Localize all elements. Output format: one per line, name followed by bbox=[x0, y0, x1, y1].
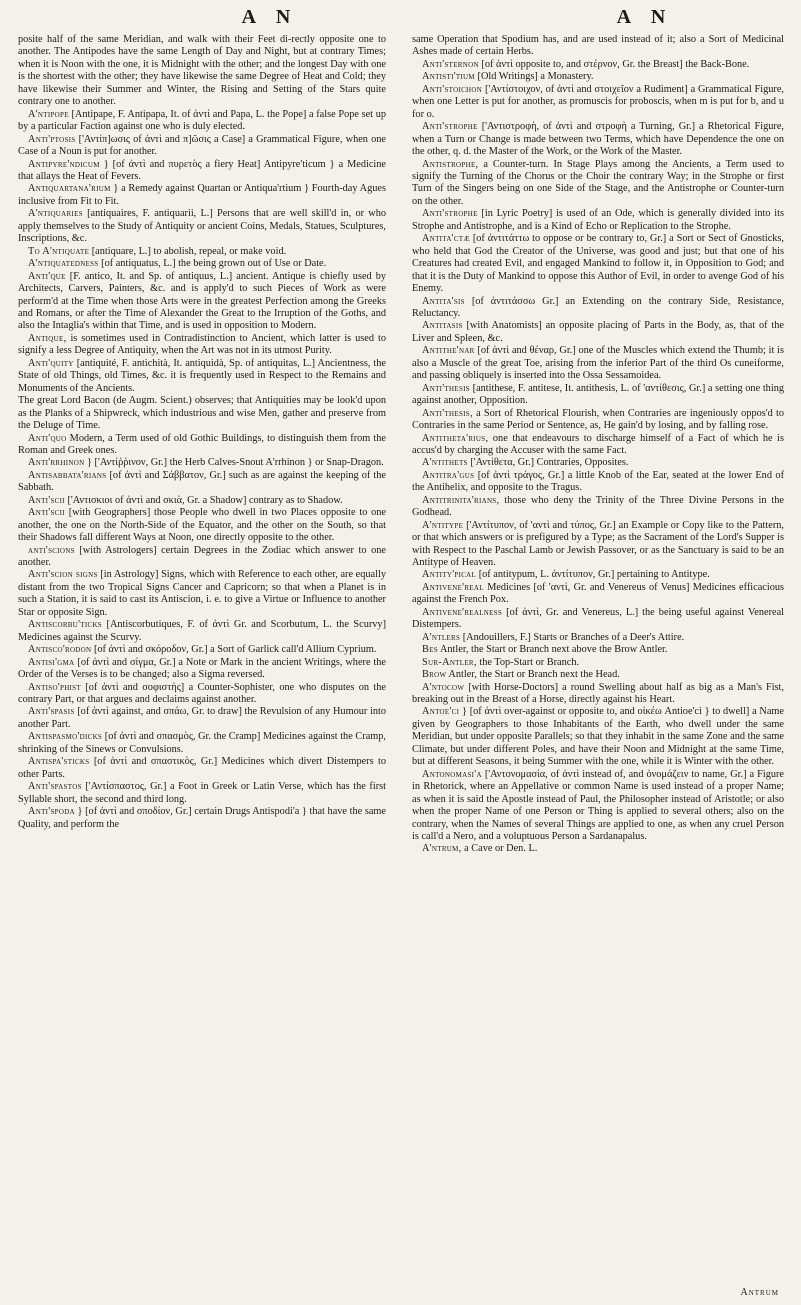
entry-headword: Antisi'gma bbox=[28, 656, 75, 668]
entry-definition: } a Remedy against Quartan or Antiqua'rtium } Fourth-day Agues inclusive from Fit to Fit. bbox=[18, 183, 386, 207]
entry-headword: Anti'thesis, bbox=[422, 407, 473, 419]
entry-headword: Antispasmo'dicks bbox=[28, 731, 103, 743]
entry-headword: Anti'rrhinon bbox=[28, 457, 85, 469]
dictionary-entry bbox=[18, 457, 386, 469]
dictionary-entry bbox=[18, 246, 386, 258]
entry-headword: Antispa'sticks bbox=[28, 756, 90, 768]
entry-definition: posite half of the same Meridian, and walk with their Feet di-rectly opposite one to another. The Antipodes have the same Length of Day and Night, but at contrary Times; when it is Noon with the one, it is Midnight with the other; and the longest Day with one is the shortest with the other; they have likewise the same Degree of Heat and Cold; they have likewise their Summer and Winter, the Rising and Setting of the Stars quite contrary one to another. bbox=[18, 34, 386, 108]
entry-headword: Anti'spasis bbox=[28, 706, 75, 718]
dictionary-entry bbox=[18, 271, 386, 333]
entry-headword: Sur-Antler, bbox=[422, 656, 477, 668]
entry-headword: Antonomasi'a bbox=[422, 768, 482, 780]
running-header-right: A N bbox=[616, 6, 674, 28]
entry-definition: ['Αντίσπαστος, Gr.] a Foot in Greek or Latin Verse, which has the first Syllable short, the second and third long. bbox=[18, 781, 386, 805]
dictionary-entry bbox=[412, 84, 784, 121]
dictionary-entry bbox=[412, 383, 784, 408]
dictionary-entry bbox=[412, 632, 784, 644]
entry-headword: Brow bbox=[422, 669, 447, 681]
entry-definition: [with Geographers] those People who dwell in two Places opposite to one another, the one on the North-Side of the Equator, and the other on the South, so that their Shadows fall different Ways at Noon, one directly opposite to the other. bbox=[18, 507, 386, 544]
entry-definition: Medicines [of 'αντὶ, Gr. and Venereus of Venus] Medicines efficacious against the French Pox. bbox=[412, 581, 784, 606]
dictionary-entry bbox=[412, 569, 784, 581]
entry-definition: [of ἀντὶ and σίγμα, Gr.] a Note or Mark in the ancient Writings, where the Order of the Verses is to be changed; also a Sigma reversed. bbox=[18, 656, 386, 681]
entry-definition: [antiquité, F. antichità, It. antiquidà, Sp. of antiquitas, L.] Ancientness, the State of old Things, old Times, &c. it is frequently used in Respect to the Remains and Monuments of the Ancients. bbox=[18, 357, 386, 394]
dictionary-entry bbox=[18, 545, 386, 570]
entry-definition: [of ἀντὶ and σοφιστὴς] a Counter-Sophister, one who disputes on the contrary Part, or that argues and declaims against another. bbox=[18, 681, 386, 706]
entry-definition: [of ἀντιτάττω to oppose or be contrary to, Gr.] a Sort or Sect of Gnosticks, who held that God the Creator of the Universe, was good and just; but that one of his Creatures had created Evil, and engaged Mankind to follow it, in Opposition to God; and that it is the Duty of Mankind to oppose this Author of Evil, in order to avenge God of his Enemy. bbox=[412, 233, 784, 295]
entry-headword: Antisti'tium bbox=[422, 71, 475, 83]
right-column bbox=[412, 34, 784, 1289]
entry-definition: [of ἀντὶ and σπασμὸς, Gr. the Cramp] Medicines against the Cramp, shrinking of the Sinews or Convulsions. bbox=[18, 731, 386, 755]
dictionary-entry bbox=[18, 495, 386, 507]
dictionary-entry bbox=[18, 109, 386, 134]
entry-definition: same Operation that Spodium has, and are used instead of it; also a Sort of Medicinal Ashes made of certain Herbs. bbox=[412, 34, 784, 58]
entry-headword: Anti'scion signs bbox=[28, 569, 98, 581]
dictionary-entry bbox=[412, 607, 784, 632]
dictionary-entry bbox=[412, 71, 784, 83]
left-column bbox=[18, 34, 386, 1289]
entry-headword: Anti'spastos bbox=[28, 781, 82, 793]
entry-definition: [of antiquatus, L.] the being grown out of Use or Date. bbox=[101, 258, 327, 270]
dictionary-entry bbox=[18, 644, 386, 656]
entry-definition: [antiquare, L.] to abolish, repeal, or make void. bbox=[91, 245, 287, 257]
entry-headword: Antitra'gus bbox=[422, 469, 475, 481]
dictionary-entry bbox=[18, 395, 386, 432]
dictionary-entry bbox=[18, 731, 386, 756]
dictionary-entry bbox=[18, 433, 386, 458]
entry-definition: Antler, the Start or Branch next above the Brow Antler. bbox=[439, 644, 668, 656]
entry-headword: A'ntiquaries bbox=[28, 208, 83, 220]
entry-definition: [with Horse-Doctors] a round Swelling about half as big as a Man's Fist, breaking out in the Breast of a Horse, directly against his Heart. bbox=[412, 681, 784, 706]
entry-headword: Antiquartana'rium bbox=[28, 183, 111, 195]
entry-definition: } [of ἀντὶ and σποδίον, Gr.] certain Drugs Antispodi'a } that have the same Quality, and perform the bbox=[18, 806, 386, 830]
entry-headword: Anti'que bbox=[28, 270, 66, 282]
dictionary-entry bbox=[412, 320, 784, 345]
entry-headword: Antipyre'ndicum bbox=[28, 158, 100, 170]
entry-headword: Antivene'real bbox=[422, 581, 484, 593]
entry-headword: Antita'ctæ bbox=[422, 233, 470, 245]
entry-definition: [of antitypum, L. ἀντίτυπον, Gr.] pertaining to Antitype. bbox=[478, 569, 710, 581]
entry-headword: Antitheta'rius, bbox=[422, 432, 489, 444]
entry-headword: Antistrophe, bbox=[422, 158, 479, 170]
entry-definition: ['Αντονομασία, of ἀντὶ instead of, and ὀνομάζειν to name, Gr.] a Figure in Rhetorick, where an Appellative or common Name is used instead of a proper Name; as when it is said the Apostle instead of Paul, the Philosopher instead of Aristotle; or also when the proper Name of one Person or Thing is applied to several others; also on the contrary, when the Names of several Things are applied to one, as when any cruel Person is call'd a Nero, and a voluptuous Person a Sardanapalus. bbox=[412, 768, 784, 842]
dictionary-entry bbox=[412, 233, 784, 295]
dictionary-entry bbox=[412, 34, 784, 59]
entry-definition: } [of ἀντὶ over-against or opposite to, and οἰκέω Antioe'ci } to dwell] a Name given by Geographers to those Inhabitants of the Earth, who dwell under the same Meridian, but under opposite Parallels; so that they inhabit in the same Zone and the same Climate, but under different Poles, and have their Noon and Midnight at the same Time, but at different Seasons, it being Summer with the one, while it is Winter with the other. bbox=[412, 706, 784, 768]
entry-definition: [antithese, F. antitese, It. antithesis, L. of 'αντίθεσις, Gr.] a setting one thing against another, Opposition. bbox=[412, 382, 784, 407]
dictionary-entry bbox=[412, 159, 784, 209]
entry-headword: Antiscorbu'ticks bbox=[28, 619, 102, 631]
dictionary-entry bbox=[18, 756, 386, 781]
catchword: Antrum bbox=[740, 1287, 779, 1298]
dictionary-entry bbox=[18, 657, 386, 682]
dictionary-entry bbox=[412, 345, 784, 382]
entry-definition: } ['Αντίῤῥινον, Gr.] the Herb Calves-Snout A'rrhinon } or Snap-Dragon. bbox=[87, 457, 384, 469]
entry-definition: a Cave or Den. L. bbox=[464, 843, 538, 855]
entry-definition: the Top-Start or Branch. bbox=[479, 656, 580, 668]
entry-definition: ['Αντίπ]ωσις of ἀντὶ and π]ῶσις a Case] a Grammatical Figure, when one Case of a Noun is put for another. bbox=[18, 133, 386, 158]
dictionary-entry bbox=[18, 159, 386, 184]
dictionary-entry bbox=[18, 34, 386, 109]
entry-headword: A'ntipope bbox=[28, 108, 69, 120]
dictionary-entry bbox=[18, 507, 386, 544]
dictionary-entry bbox=[18, 134, 386, 159]
entry-headword: A'ntiquatedness bbox=[28, 258, 99, 270]
entry-definition: one that endeavours to discharge himself of a Fact of which he is accus'd by charging the Accuser with the same Fact. bbox=[412, 432, 784, 456]
entry-headword: Anti'strophe bbox=[422, 208, 478, 220]
dictionary-entry bbox=[18, 208, 386, 245]
entry-definition: [of ἀντὶ, Gr. and Venereus, L.] the being useful against Venereal Distempers. bbox=[412, 606, 784, 631]
entry-headword: Antique, bbox=[28, 332, 67, 344]
entry-headword: Antoe'ci bbox=[422, 706, 460, 718]
dictionary-entry bbox=[412, 470, 784, 495]
dictionary-entry bbox=[18, 358, 386, 395]
entry-headword: To A'ntiquate bbox=[28, 245, 90, 257]
entry-headword: Anti'ptosis bbox=[28, 133, 76, 145]
entry-definition: [of ἀντὶ and σκόροδον, Gr.] a Sort of Garlick call'd Allium Cyprium. bbox=[93, 644, 377, 656]
entry-definition: Antler, the Start or Branch next the Head. bbox=[448, 669, 620, 681]
entry-headword: A'ntocow bbox=[422, 681, 465, 693]
entry-headword: A'ntrum, bbox=[422, 843, 462, 855]
entry-definition: [of ἀντὶ and σπαστικὸς, Gr.] Medicines which divert Distempers to other Parts. bbox=[18, 756, 386, 780]
entry-definition: [in Lyric Poetry] is used of an Ode, which is generally divided into its Strophe and Antistrophe, and is a Kind of Echo or Replication to the Strophe. bbox=[412, 208, 784, 232]
dictionary-entry bbox=[412, 657, 784, 669]
entry-headword: Anti'quo bbox=[28, 432, 67, 444]
dictionary-entry bbox=[18, 781, 386, 806]
dictionary-entry bbox=[18, 258, 386, 270]
entry-headword: Antivene'realness bbox=[422, 606, 503, 618]
entry-headword: Anti'scii bbox=[28, 494, 65, 506]
entry-definition: [with Astrologers] certain Degrees in the Zodiac which answer to one another. bbox=[18, 544, 386, 569]
entry-definition: The great Lord Bacon (de Augm. Scient.) observes; that Antiquities may be look'd upon as the Planks of a Shipwreck, which industrious and wise Men, gather and preserve from the Deluge of Time. bbox=[18, 395, 386, 432]
running-header-left: A N bbox=[241, 6, 299, 28]
entry-headword: Antisabbata'rians bbox=[28, 469, 107, 481]
entry-headword: Antithe'nar bbox=[422, 345, 475, 357]
entry-headword: Bes bbox=[422, 644, 438, 656]
dictionary-entry bbox=[412, 59, 784, 71]
entry-definition: is sometimes used in Contradistinction to Ancient, which latter is used to signify a less Degree of Antiquity, when the Art was not in its utmost Purity. bbox=[18, 332, 386, 357]
entry-definition: ['Αντιστροφὴ, of ἀντὶ and στροφὴ a Turning, Gr.] a Rhetorical Figure, when a Turn or Change is made between two Terms, which have Dependence the one on the other, q. d. the Master of the Work, or the Work of the Master. bbox=[412, 121, 784, 158]
entry-headword: Antisco'rodon bbox=[28, 644, 92, 656]
dictionary-entry bbox=[412, 843, 784, 855]
entry-definition: ['Αντίτυπον, of 'αντὶ and τύπος, Gr.] an Example or Copy like to the Pattern, or that which answers or is prefigured by a Type; as the Sacrament of the Lord's Supper is with Respect to the Paschal Lamb or Jewish Passover, or as the Sanctuary is said to be an Antitype of Heaven. bbox=[412, 519, 784, 569]
dictionary-entry bbox=[412, 121, 784, 158]
dictionary-entry bbox=[18, 806, 386, 831]
entry-definition: Modern, a Term used of old Gothic Buildings, to distinguish them from the Roman and Greek ones. bbox=[18, 432, 386, 456]
entry-headword: A'ntitype bbox=[422, 519, 464, 531]
dictionary-entry bbox=[412, 520, 784, 570]
dictionary-entry bbox=[18, 333, 386, 358]
entry-headword: Anti'sternon bbox=[422, 58, 479, 70]
dictionary-entry bbox=[412, 408, 784, 433]
dictionary-entry bbox=[412, 644, 784, 656]
dictionary-entry bbox=[18, 569, 386, 619]
entry-definition: [of ἀντὶ τράγος, Gr.] a little Knob of the Ear, seated at the lower End of the Antihelix, and opposite to the Tragus. bbox=[412, 469, 784, 494]
entry-definition: [F. antico, It. and Sp. of antiquus, L.] ancient. Antique is chiefly used by Architects, Carvers, Painters, &c. and is apply'd to such Pieces of Work as were perform'd at the Time when those Arts were in the greatest Perfection among the Greeks and Romans, or after the Time of Alexander the Great to the Irruption of the Goths, and also the Intaglia's within that Time, and is used in opposition to Modern. bbox=[18, 270, 386, 332]
entry-definition: [Andouillers, F.] Starts or Branches of a Deer's Attire. bbox=[462, 631, 685, 643]
dictionary-entry bbox=[412, 669, 784, 681]
entry-headword: Anti'scii bbox=[28, 507, 65, 519]
dictionary-entry bbox=[412, 682, 784, 707]
entry-definition: a Counter-turn. In Stage Plays among the Ancients, a Term used to signify the Turning of the Chorus or the Choir the contrary Way; in the Strophe or first Turn of the Singers being on one Side of the Stage, and the Antistrophe or Counter-turn on the other. bbox=[412, 158, 784, 207]
entry-definition: [of ἀντὶ and Σάββατον, Gr.] such as are against the keeping of the Sabbath. bbox=[18, 469, 386, 494]
entry-headword: Anti'spoda bbox=[28, 806, 75, 818]
entry-headword: Antita'sis bbox=[422, 295, 465, 307]
entry-definition: [with Anatomists] an opposite placing of Parts in the Body, as, that of the Liver and Spleen, &c. bbox=[412, 320, 784, 344]
entry-headword: Anti'strophe bbox=[422, 121, 478, 133]
dictionary-entry bbox=[412, 208, 784, 233]
entry-headword: Anti'stoichon bbox=[422, 83, 483, 95]
entry-definition: [of ἀντὶ and θέναρ, Gr.] one of the Muscles which extend the Thumb; it is also a Muscle of the great Toe, arising from the inferior Part of the third Os cuneiforme, and passing obliquely is inserted into the Ossa Sessamoidea. bbox=[412, 345, 784, 382]
dictionary-entry bbox=[412, 433, 784, 458]
dictionary-entry bbox=[412, 495, 784, 520]
entry-definition: [of ἀντὶ opposite to, and στέρνον, Gr. the Breast] the Back-Bone. bbox=[481, 58, 750, 70]
entry-definition: [in Astrology] Signs, which with Reference to each other, are equally distant from the two Tropical Signs Cancer and Capricorn; so that when a Planet is in such a Station, it is said to cast its Antiscion, i. e. to give a Virtue or Influence to another Star or opposite Sign. bbox=[18, 569, 386, 618]
entry-definition: [Antipape, F. Antipapa, It. of ἀντὶ and Papa, L. the Pope] a false Pope set up by a particular Faction against one who is duly elected. bbox=[18, 108, 386, 133]
dictionary-entry bbox=[18, 706, 386, 731]
entry-headword: Antity'pical bbox=[422, 569, 477, 581]
entry-definition: those who deny the Trinity of the Three Divine Persons in the Godhead. bbox=[412, 494, 784, 519]
entry-definition: ['Αντίστοιχον, of ἀντὶ and στοιχεῖον a Rudiment] a Grammatical Figure, when one Letter is put for another, as promuscis for proboscis, when m is put for b, and u for o. bbox=[412, 83, 784, 120]
entry-headword: anti'scions bbox=[28, 544, 75, 556]
entry-definition: [of ἀντὶ against, and σπάω, Gr. to draw] the Revulsion of any Humour into another Part. bbox=[18, 706, 386, 730]
entry-definition: ['Αντισκιοι of ἀντὶ and σκιὰ, Gr. a Shadow] contrary as to Shadow. bbox=[67, 494, 343, 506]
entry-definition: [Old Writings] a Monastery. bbox=[477, 71, 594, 83]
entry-headword: Antitasis bbox=[422, 320, 463, 332]
entry-headword: Antiso'phist bbox=[28, 681, 81, 693]
dictionary-entry bbox=[412, 296, 784, 321]
dictionary-entry bbox=[412, 582, 784, 607]
dictionary-entry bbox=[412, 706, 784, 768]
dictionary-entry bbox=[412, 769, 784, 844]
entry-headword: Antitrinita'rians, bbox=[422, 494, 500, 506]
dictionary-entry bbox=[18, 682, 386, 707]
entry-headword: A'ntithets bbox=[422, 457, 468, 469]
entry-definition: } [of ἀντὶ and πυρετὸς a fiery Heat] Antipyre'ticum } a Medicine that allays the Heat of Fevers. bbox=[18, 158, 386, 182]
dictionary-entry bbox=[18, 183, 386, 208]
entry-headword: Anti'thesis bbox=[422, 382, 470, 394]
entry-definition: [Antiscorbutiques, F. of ἀντὶ Gr. and Scorbutum, L. the Scurvy] Medicines against the Scurvy. bbox=[18, 619, 386, 643]
entry-definition: [antiquaires, F. antiquarii, L.] Persons that are well skill'd in, or who apply themselves to the Study of Antiquity or ancient Coins, Medals, Statues, Sculptures, Inscriptions, &c. bbox=[18, 208, 386, 245]
entry-definition: ['Αντίθετα, Gr.] Contraries, Opposites. bbox=[470, 457, 629, 469]
entry-headword: Anti'quity bbox=[28, 357, 74, 369]
entry-headword: A'ntlers bbox=[422, 631, 461, 643]
dictionary-entry bbox=[18, 470, 386, 495]
entry-definition: a Sort of Rhetorical Flourish, when Contraries are ingeniously oppos'd to Contraries in the same Period or Sentence, as, He gain'd by losing, and by falling rose. bbox=[412, 407, 784, 432]
dictionary-entry bbox=[412, 457, 784, 469]
entry-definition: [of ἀντιτάσσω Gr.] an Extending on the contrary Side, Resistance, Reluctancy. bbox=[412, 295, 784, 319]
dictionary-entry bbox=[18, 619, 386, 644]
